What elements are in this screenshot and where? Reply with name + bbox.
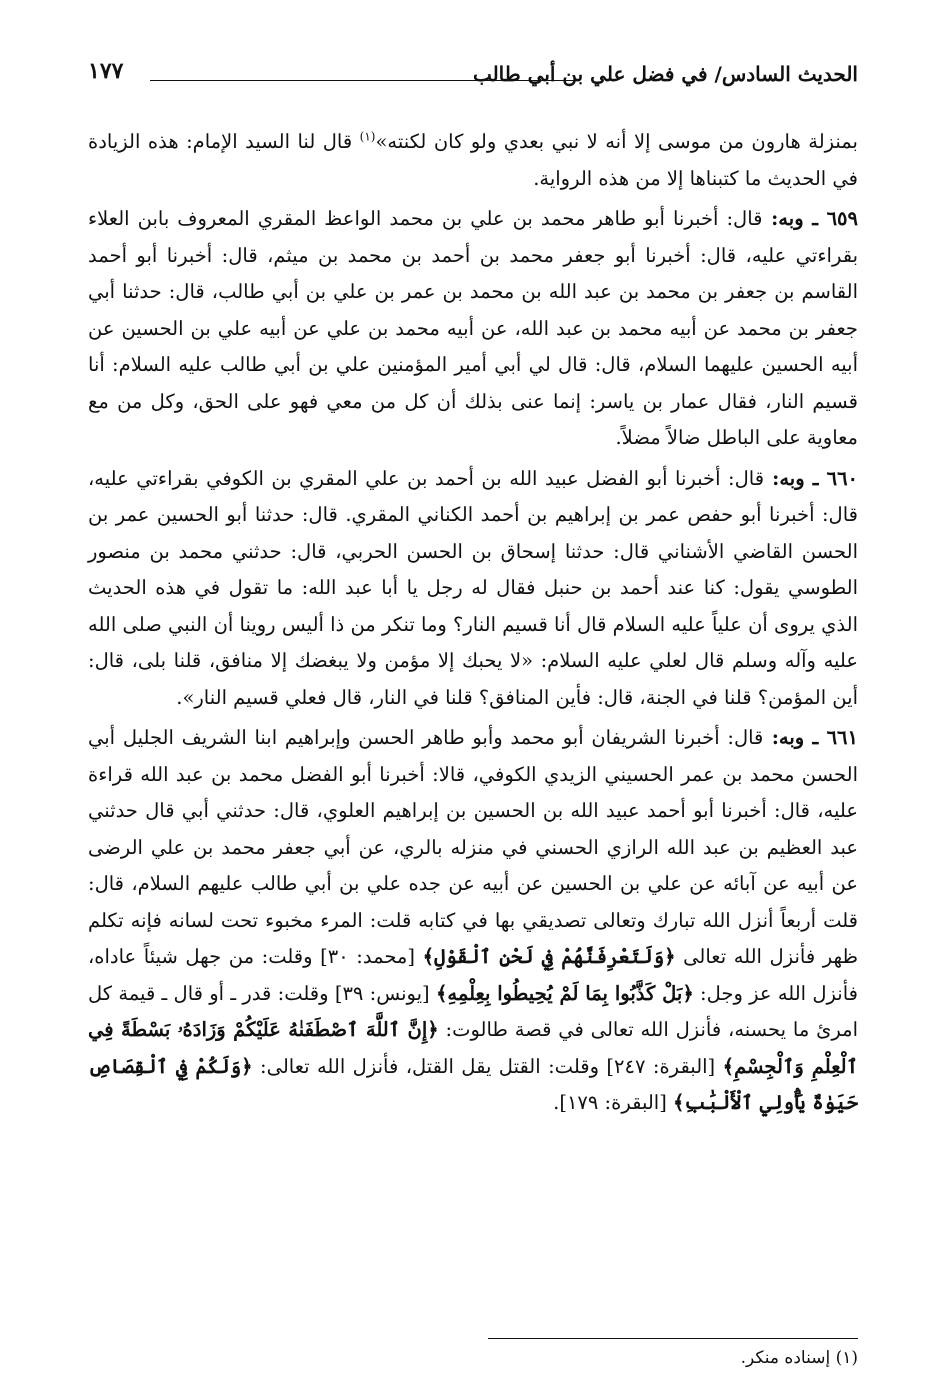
paragraph-text: قال لنا السيد الإمام: هذه الزيادة في الحديث ما كتبناها إلا من هذه الرواية. [88,130,858,190]
quran-verse: ﴿إِنَّ ٱللَّهَ ٱصْطَفَنٰهُ عَلَيْكُمْ وَزَادَهُۥ بَسْطَةً فِي ٱلْعِلْمِ وَٱلْجِسْمِ﴾ [88,1018,858,1078]
header-rule [150,80,580,81]
paragraph [88,124,858,197]
paragraph [88,720,858,1122]
hadith-number: ٦٦١ ـ وبه: [763,726,858,749]
paragraph [88,201,858,457]
footnote-marker: (١) [359,129,376,144]
footnote-rule [488,1338,858,1339]
paragraph-text: [البقرة: ٢٤٧] وقلت: القتل يقل القتل، فأنزل الله تعالى: [252,1054,723,1078]
quran-verse: ﴿وَلَكُمْ فِي ٱلْقِصَاصِ حَيَوٰةٌ يَٰأُولِي ٱلْأَلْبَٰبِ﴾ [88,1054,858,1114]
quran-verse: ﴿وَلَتَعْرِفَنَّهُمْ فِي لَحْنِ ٱلْقَوْلِ﴾ [422,945,676,968]
page-number: ١٧٧ [88,58,124,84]
paragraph-text: قال: أخبرنا الشريفان أبو محمد وأبو طاهر الحسن وإبراهيم ابنا الشريف الجليل أبي الحسن محمد بن عمر الحسيني الزيدي الكوفي، قالا: أخبرنا أبو الفضل محمد بن عبد الله قراءة عليه، قال: أخبرنا أبو أحمد عبيد الله بن الحسين بن إبراهيم العلوي، قال: حدثني أبي قال حدثني عبد العظيم بن عبد الله الرازي الحسني في منزله بالري، عن أبي جعفر محمد بن علي الرضى عن أبيه عن آبائه عن علي بن الحسين عن أبيه عن جده علي بن أبي طالب عليهم السلام، قال: قلت أربعاً أنزل الله تبارك وتعالى تصديقي بها في كتابه قلت: المرء مخبوء تحت لسانه فإنه تكلم ظهر فأنزل الله تعالى [88,726,858,968]
paragraph-text: قال: أخبرنا أبو الفضل عبيد الله بن أحمد بن علي المقري بن الكوفي بقراءتي عليه، قال: أخبرنا أبو حفص عمر بن إبراهيم بن أحمد الكناني المقري. قال: حدثنا أبو الحسين عمر بن الحسن القاضي الأشناني قال: حدثنا إسحاق بن الحسن الحربي، قال: حدثني محمد بن منصور الطوسي يقول: كنا عند أحمد بن حنبل فقال له رجل يا أبا عبد الله: ما تقول في هذه الحديث الذي يروى أن علياً عليه السلام قال أنا قسيم النار؟ وما تنكر من ذا أليس روينا أن النبي صلى الله عليه وآله وسلم قال لعلي عليه السلام: «لا يحبك إلا مؤمن ولا يبغضك إلا منافق، قلنا بلى، قال: أين المؤمن؟ قلنا في الجنة، قال: فأين المنافق؟ قلنا في النار، قال فعلي قسيم النار». [88,466,858,709]
paragraph-text: [البقرة: ١٧٩]. [553,1091,674,1114]
body-text [88,124,858,1122]
hadith-number: ٦٥٩ ـ وبه: [762,207,858,230]
paragraph-text: [محمد: ٣٠] وقلت: من جهل شيئاً عاداه، فأنزل الله عز وجل: [88,945,858,1005]
paragraph-text: قال: أخبرنا أبو طاهر محمد بن علي بن محمد الواعظ المقري المعروف بابن العلاء بقراءتي عليه، قال: أخبرنا أبو جعفر محمد بن أحمد بن محمد بن ميثم، قال: أخبرنا أبو أحمد القاسم بن جعفر بن محمد بن عبد الله بن محمد بن عمر بن علي بن أبي طالب، قال: حدثنا أبي جعفر بن محمد عن أبيه محمد بن عبد الله، عن أبيه محمد بن علي عن أبيه علي بن الحسين عن أبيه الحسين عليهما السلام، قال: قال لي أبي أمير المؤمنين علي بن أبي طالب عليه السلام: أنا قسيم النار، فقال عمار بن ياسر: إنما عنى بذلك أن كل من معي فهو على الحق، وكل من مع معاوية على الباطل ضالاً مضلاً. [88,207,858,449]
paragraph-text: بمنزلة هارون من موسى إلا أنه لا نبي بعدي ولو كان لكنته» [375,130,858,153]
book-page [88,58,859,1368]
paragraph-text: [يونس: ٣٩] وقلت: قدر ـ أو قال ـ قيمة كل امرئ ما يحسنه، فأنزل الله تعالى في قصة طالوت: [88,981,858,1041]
hadith-number: ٦٦٠ ـ وبه: [764,466,859,490]
quran-verse: ﴿بَلْ كَذَّبُوا بِمَا لَمْ يُحِيطُوا بِعِلْمِهِ﴾ [435,981,694,1005]
running-header [88,58,858,94]
header-title: الحديث السادس/ في فضل علي بن أبي طالب [472,62,858,86]
footnote: (١) إسناده منكر. [740,1348,858,1368]
paragraph [88,461,858,717]
